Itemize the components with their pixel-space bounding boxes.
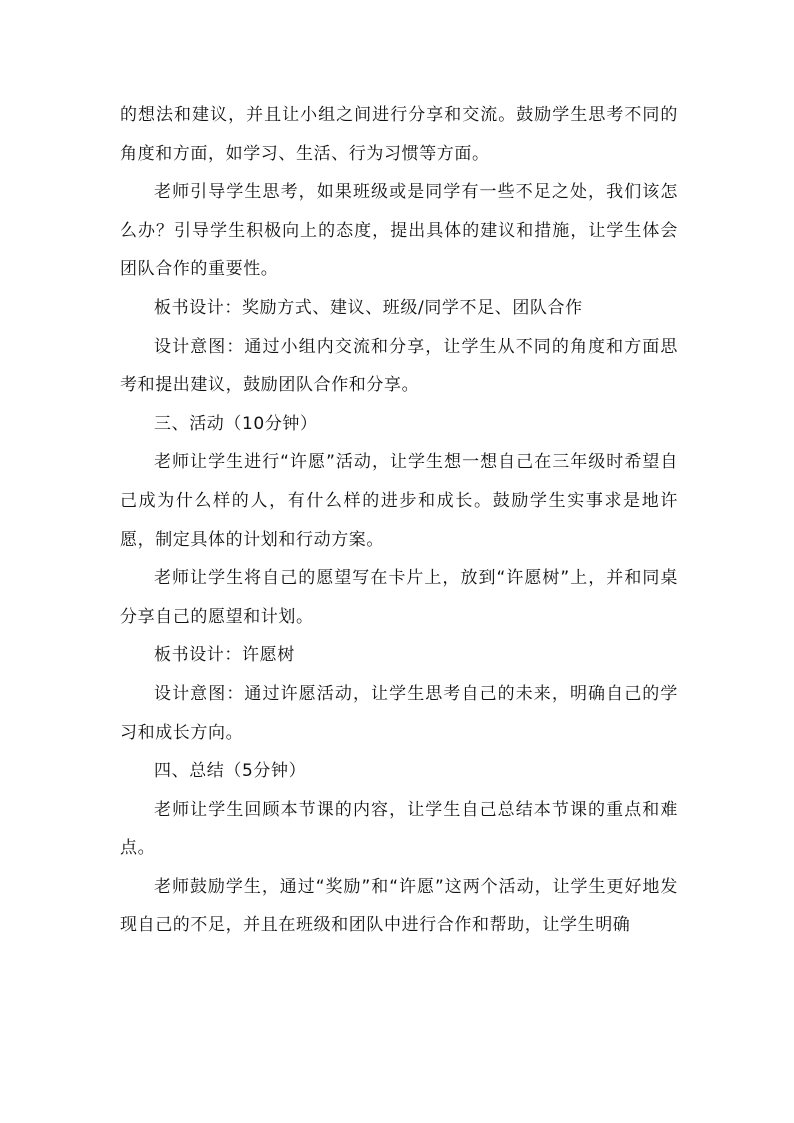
document-body	[120, 96, 678, 945]
paragraph-wish-activity: 老师让学生进行“许愿”活动，让学生想一想自己在三年级时希望自己成为什么样的人，有什么样的进步和成长。鼓励学生实事求是地许愿，制定具体的计划和行动方案。	[120, 452, 678, 550]
paragraph-board-design-2: 板书设计：许愿树	[154, 645, 295, 666]
paragraph-summary-encourage: 老师鼓励学生，通过“奖励”和“许愿”这两个活动，让学生更好地发现自己的不足，并且在班级和团队中进行合作和帮助，让学生明确	[120, 876, 678, 936]
paragraph-board-design-1: 板书设计：奖励方式、建议、班级/同学不足、团队合作	[154, 297, 583, 318]
section-heading-activity: 三、活动（10分钟）	[154, 413, 318, 434]
section-heading-summary: 四、总结（5分钟）	[154, 761, 307, 782]
paragraph-design-intent-1: 设计意图：通过小组内交流和分享，让学生从不同的角度和方面思考和提出建议，鼓励团队合作和分享。	[120, 336, 678, 396]
paragraph-teacher-guidance: 老师引导学生思考，如果班级或是同学有一些不足之处，我们该怎么办？引导学生积极向上的态度，提出具体的建议和措施，让学生体会团队合作的重要性。	[120, 182, 678, 280]
paragraph-wish-card: 老师让学生将自己的愿望写在卡片上，放到“许愿树”上，并和同桌分享自己的愿望和计划。	[120, 568, 678, 627]
paragraph-continuation: 的想法和建议，并且让小组之间进行分享和交流。鼓励学生思考不同的角度和方面，如学习、生活、行为习惯等方面。	[120, 105, 678, 164]
paragraph-summary-review: 老师让学生回顾本节课的内容，让学生自己总结本节课的重点和难点。	[120, 799, 678, 859]
paragraph-design-intent-2: 设计意图：通过许愿活动，让学生思考自己的未来，明确自己的学习和成长方向。	[120, 683, 678, 743]
